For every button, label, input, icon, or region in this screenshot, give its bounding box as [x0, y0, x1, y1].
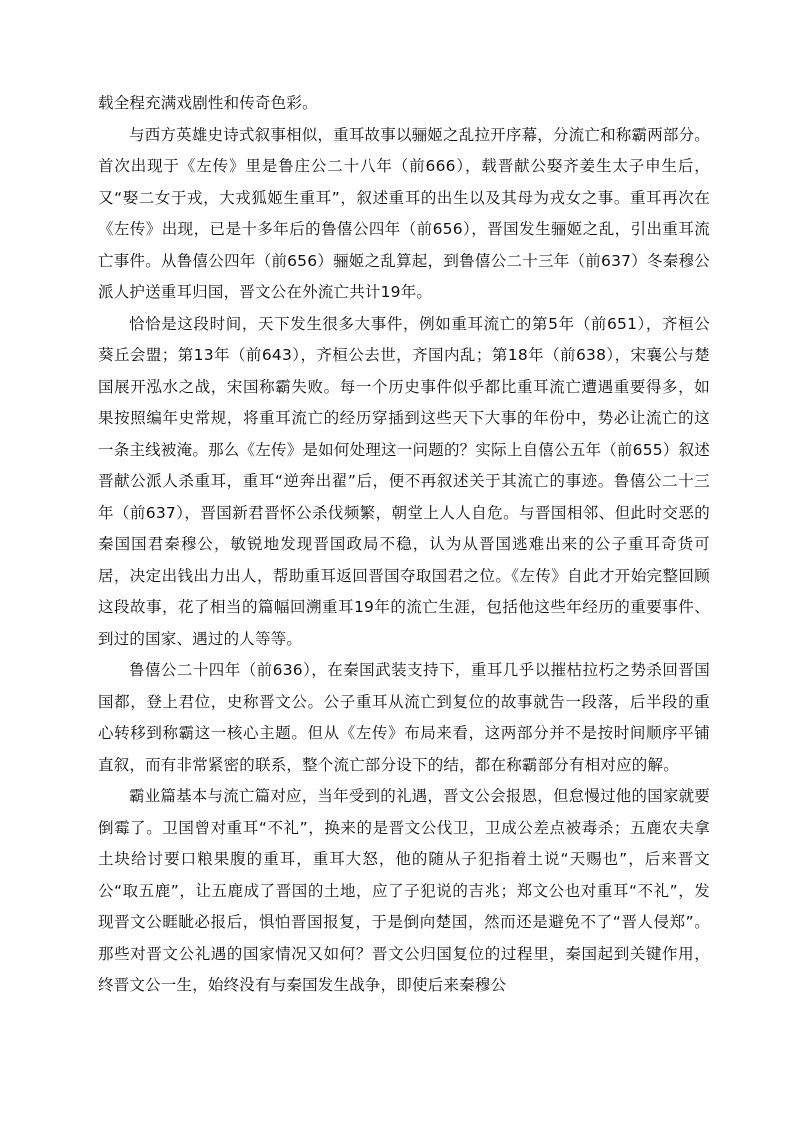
paragraph-return-to-throne: 鲁僖公二十四年（前636），在秦国武装支持下，重耳几乎以摧枯拉朽之势杀回晋国国都，登上君位，史称晋文公。公子重耳从流亡到复位的故事就告一段落，后半段的重心转移到称霸这一核心主题。但从《左传》布局来看，这两部分并不是按时间顺序平铺直叙，而有非常紧密的联系，整个流亡部分设下的结，都在称霸部分有相对应的解。	[98, 661, 710, 774]
paragraph-story-structure: 与西方英雄史诗式叙事相似，重耳故事以骊姬之乱拉开序幕，分流亡和称霸两部分。首次出现于《左传》里是鲁庄公二十八年（前666），载晋献公娶齐姜生太子申生后，又“娶二女于戎，大戎狐姬生重耳”，叙述重耳的出生以及其母为戎女之事。重耳再次在《左传》出现，已是十多年后的鲁僖公四年（前656），晋国发生骊姬之乱，引出重耳流亡事件。从鲁僖公四年（前656）骊姬之乱算起，到鲁僖公二十三年（前637）冬秦穆公派人护送重耳归国，晋文公在外流亡共计19年。	[98, 125, 710, 301]
paragraph-hegemony: 霸业篇基本与流亡篇对应，当年受到的礼遇，晋文公会报恩，但怠慢过他的国家就要倒霉了。卫国曾对重耳“不礼”，换来的是晋文公伐卫，卫成公差点被毒杀；五鹿农夫拿土块给讨要口粮果腹的重耳，重耳大怒，他的随从子犯指着土说“天赐也”，后来晋文公“取五鹿”，让五鹿成了晋国的土地，应了子犯说的吉兆；郑文公也对重耳“不礼”，发现晋文公睚眦必报后，惧怕晋国报复，于是倒向楚国，然而还是避免不了“晋人侵郑”。那些对晋文公礼遇的国家情况又如何？晋文公归国复位的过程里，秦国起到关键作用，终晋文公一生，始终没有与秦国发生战争，即使后来秦穆公	[98, 787, 710, 994]
paragraph-exile-period: 恰恰是这段时间，天下发生很多大事件，例如重耳流亡的第5年（前651），齐桓公葵丘会盟；第13年（前643），齐桓公去世，齐国内乱；第18年（前638），宋襄公与楚国展开泓水之战，宋国称霸失败。每一个历史事件似乎都比重耳流亡遭遇重要得多，如果按照编年史常规，将重耳流亡的经历穿插到这些天下大事的年份中，势必让流亡的这一条主线被淹。那么《左传》是如何处理这一问题的？实际上自僖公五年（前655）叙述晋献公派人杀重耳，重耳“逆奔出翟”后，便不再叙述关于其流亡的事迹。鲁僖公二十三年（前637），晋国新君晋怀公杀伐频繁，朝堂上人人自危。与晋国相邻、但此时交恶的秦国国君秦穆公，敏锐地发现晋国政局不稳，认为从晋国逃难出来的公子重耳奇货可居，决定出钱出力出人，帮助重耳返回晋国夺取国君之位。《左传》自此才开始完整回顾这段故事，花了相当的篇幅回溯重耳19年的流亡生涯，包括他这些年经历的重要事件、到过的国家、遇过的人等等。	[98, 314, 710, 648]
document-body	[98, 88, 710, 1002]
paragraph-continuation: 载全程充满戏剧性和传奇色彩。	[98, 94, 318, 112]
